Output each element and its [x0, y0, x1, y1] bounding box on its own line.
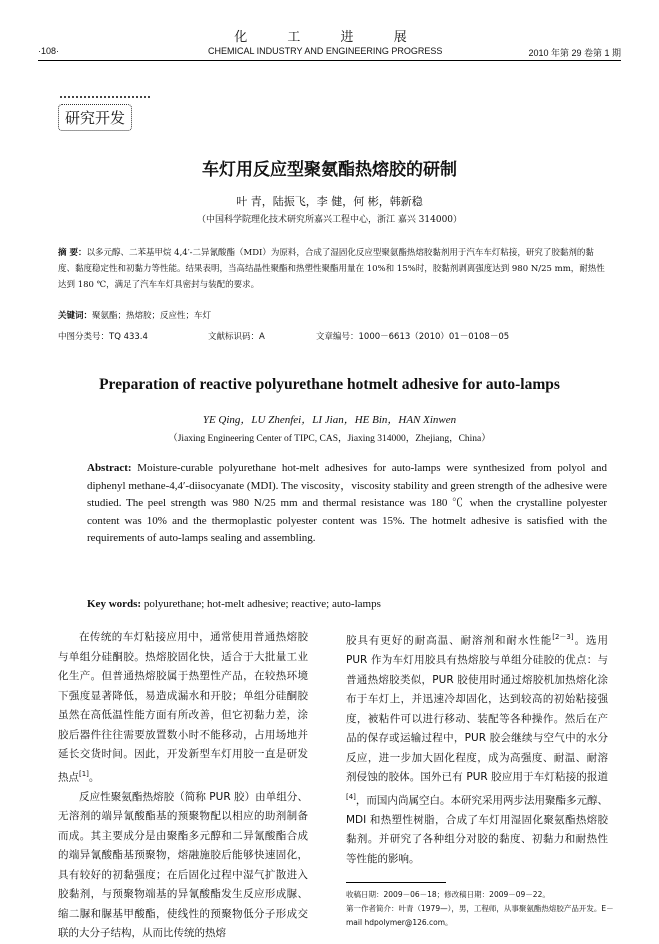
- authors-cn: 叶 青，陆振飞，李 健，何 彬，韩新稳: [236, 195, 423, 208]
- abstract-cn: [58, 245, 606, 293]
- keywords-cn-text: 聚氨酯；热熔胶；反应性；车灯: [92, 311, 212, 321]
- article-number: 文章编号：1000－6613（2010）01－0108－05: [316, 332, 510, 342]
- keywords-en: [87, 598, 607, 610]
- citation: [4]: [346, 792, 356, 801]
- abstract-en-text: Moisture-curable polyurethane hot-melt adhesives for auto-lamps were synthesized from polyol and diphenyl methane-4,4′-diisocyanate (MDI). The viscosity，viscosity stability and green strength of the adhesive were studied. The peel strength was 980 N/25 mm and thermal resistance was 180 ℃ when the crystalline polyester content was 10% and the thermoplastic polyester content was 15%. The hotmelt adhesive is satisfied with the requirements of auto-lamps sealing and assembling.: [87, 462, 608, 544]
- affiliation-en: （Jiaxing Engineering Center of TIPC, CAS，Jiaxing 314000，Zhejiang，China）: [168, 434, 491, 444]
- body-text: 在传统的车灯粘接应用中，通常使用普通热熔胶与单组分硅酮胶。热熔胶固化快，适合于大批量工业化生产。但普通热熔胶属于热塑性产品，在较热环境下强度显著降低，易造成漏水和开胶；单组分硅酮胶虽然在高低温性能方面有所改善，但它初黏力差，涂胶后器件往往需要放置数小时不能移动，占用场地并延长交货时间。因此，开发新型车灯用胶一直是研发热点: [58, 631, 308, 783]
- footnote-rule: [346, 882, 446, 883]
- affiliation-cn: （中国科学院理化技术研究所嘉兴工程中心，浙江 嘉兴 314000）: [196, 215, 463, 225]
- body-text: ，而国内尚属空白。本研究采用两步法用聚酯多元醇、MDI 和热塑性树脂，合成了车灯用湿固化聚氨酯热熔胶黏剂。并研究了各种组分对胶的黏度、初黏力和耐热性等性能的影响。: [346, 794, 608, 865]
- footnote: [346, 888, 616, 930]
- article-title-en: Preparation of reactive polyurethane hotmelt adhesive for auto-lamps: [99, 376, 560, 393]
- body-text: 。: [88, 771, 100, 783]
- footnote-author: 第一作者简介：叶青（1979—），男，工程师，从事聚氨酯热熔胶产品开发。E－mail hdpolymer@126.com。: [346, 904, 614, 927]
- abstract-en: [87, 460, 607, 548]
- keywords-cn-label: 关键词：: [58, 311, 93, 321]
- article-title-cn: 车灯用反应型聚氨酯热熔胶的研制: [202, 160, 457, 180]
- keywords-en-text: polyurethane; hot-melt adhesive; reactive; auto-lamps: [143, 598, 381, 610]
- body-paragraph: [346, 628, 608, 869]
- keywords-cn: [58, 309, 606, 321]
- body-column-left: [58, 628, 308, 944]
- body-paragraph: 反应性聚氨酯热熔胶（简称 PUR 胶）由单组分、无溶剂的端异氰酸酯基的预聚物配以相应的助剂制备而成。其主要成分是由聚酯多元醇和二异氰酸酯合成的端异氰酸酯基预聚物，熔融施胶后能够快速固化，具有较好的初黏强度；在后固化过程中湿气扩散进入胶黏剂，与预聚物端基的异氰酸酯发生反应形成脲、缩二脲和脲基甲酸酯，使线性的预聚物低分子形成交联的大分子结构，从而比传统的热熔: [58, 790, 308, 939]
- page-number: ·108·: [38, 46, 60, 56]
- clc-number: 中图分类号：TQ 433.4: [58, 332, 148, 342]
- abstract-cn-text: 以多元醇、二苯基甲烷 4,4′-二异氰酸酯（MDI）为原料，合成了湿固化反应型聚氨酯热熔胶黏剂用于汽车车灯粘接，研究了胶黏剂的黏度、黏度稳定性和初黏力等性能。结果表明，当高结晶性聚酯和热塑性聚酯用量在 10%和 15%时，胶黏剂剥离强度达到 980 N/25 mm，耐热性达到 180 ℃，满足了汽车车灯具密封与装配的要求。: [58, 248, 605, 290]
- body-text: 胶具有更好的耐高温、耐溶剂和耐水性能: [346, 634, 553, 647]
- journal-title-en: CHEMICAL INDUSTRY AND ENGINEERING PROGRESS: [208, 46, 443, 56]
- header-rule: [38, 60, 621, 61]
- keywords-en-label: Key words:: [87, 598, 142, 610]
- citation: [2－3]: [552, 633, 574, 641]
- journal-title-cn: 化 工 进 展: [234, 30, 425, 45]
- section-tag: 研究开发: [58, 104, 132, 131]
- abstract-cn-label: 摘 要：: [58, 248, 87, 258]
- body-column-right: [346, 628, 608, 869]
- abstract-en-label: Abstract:: [87, 462, 132, 474]
- footnote-received: 收稿日期：2009－06－18；修改稿日期：2009－09－22。: [346, 890, 550, 899]
- issue-info: 2010 年第 29 卷第 1 期: [528, 48, 621, 58]
- authors-en: YE Qing，LU Zhenfei，LI Jian，HE Bin，HAN Xinwen: [202, 414, 457, 426]
- document-code: 文献标识码：A: [208, 332, 265, 342]
- body-text: 。选用 PUR 作为车灯用胶具有热熔胶与单组分硅胶的优点：与普通热熔胶类似，PUR 胶使用时通过熔胶机加热熔化涂布于车灯上，并迅速冷却固化，达到较高的初始粘接强度，被粘件可以进行移动、装配等各种操作。然后在产品的保存或运输过程中，PUR 胶会继续与空气中的水分反应，进一步加大固化程度，成为高强度、耐温、耐溶剂侵蚀的胶体。国外已有 PUR 胶应用于车灯粘接的报道: [346, 634, 608, 783]
- body-paragraph: [58, 628, 308, 788]
- citation: [1]: [79, 769, 89, 778]
